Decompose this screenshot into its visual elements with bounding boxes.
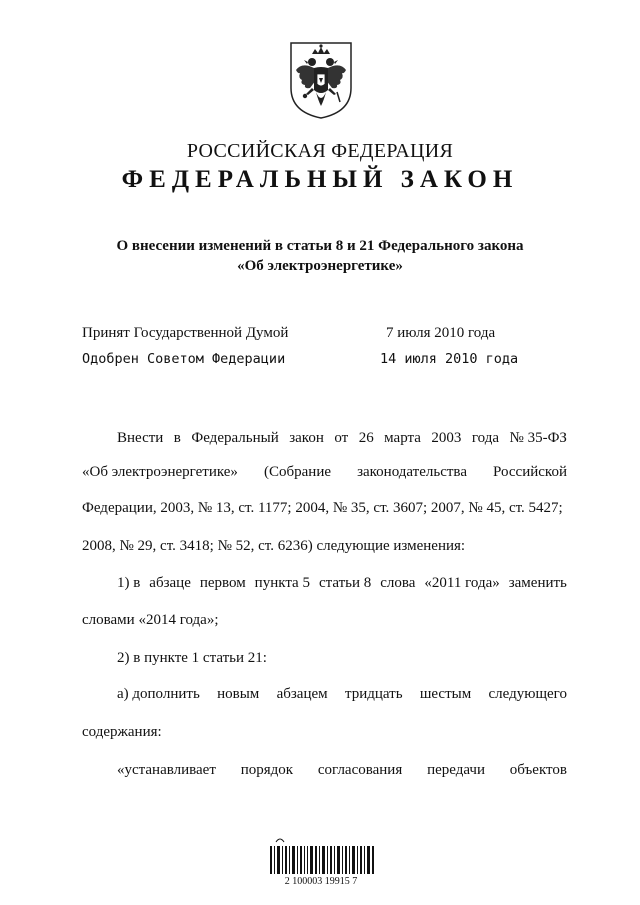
law-title-line-2: «Об электроэнергетике» xyxy=(237,258,403,274)
word: Внести xyxy=(117,430,164,446)
word: а) дополнить xyxy=(117,686,200,702)
word: шестым xyxy=(419,686,472,702)
body-line-1 xyxy=(117,430,567,447)
word: заменить xyxy=(508,575,567,591)
word: Федеральный xyxy=(191,430,279,446)
body-line-9: содержания: xyxy=(82,724,162,740)
duma-adoption-label: Принят Государственной Думой xyxy=(82,325,289,341)
body-line-5 xyxy=(117,575,567,592)
word: 2003 xyxy=(431,430,462,446)
body-line-3: Федерации, 2003, № 13, ст. 1177; 2004, № 35, ст. 3607; 2007, № 45, ст. 5427; xyxy=(82,500,563,516)
word: согласования xyxy=(317,762,403,778)
word: передачи xyxy=(427,762,485,778)
word: абзацем xyxy=(276,686,328,702)
word: абзаце xyxy=(149,575,191,591)
word: «2011 года» xyxy=(424,575,500,591)
word: от xyxy=(334,430,349,446)
word: марта xyxy=(384,430,421,446)
word: 26 xyxy=(358,430,374,446)
word: пункта 5 xyxy=(254,575,310,591)
word: Российской xyxy=(493,464,567,480)
word: № 35-ФЗ xyxy=(509,430,567,446)
body-line-10 xyxy=(117,762,567,779)
country-heading: РОССИЙСКАЯ ФЕДЕРАЦИЯ xyxy=(186,140,454,162)
word: тридцать xyxy=(344,686,403,702)
word: новым xyxy=(217,686,260,702)
body-line-7: 2) в пункте 1 статьи 21: xyxy=(117,650,267,666)
word: законодательства xyxy=(357,464,467,480)
word: порядок xyxy=(240,762,294,778)
coat-of-arms-emblem xyxy=(288,40,354,120)
word: слова xyxy=(380,575,416,591)
word: в xyxy=(173,430,181,446)
council-approval-date: 14 июля 2010 года xyxy=(380,351,519,367)
document-type-title: ФЕДЕРАЛЬНЫЙ ЗАКОН xyxy=(121,166,519,193)
word: 1) в xyxy=(117,575,141,591)
body-line-6: словами «2014 года»; xyxy=(82,612,219,628)
word: первом xyxy=(199,575,246,591)
law-title xyxy=(60,236,580,276)
word: статьи 8 xyxy=(318,575,372,591)
word: следующего xyxy=(488,686,567,702)
body-line-4: 2008, № 29, ст. 3418; № 52, ст. 6236) следующие изменения: xyxy=(82,538,466,554)
law-title-line-1: О внесении изменений в статьи 8 и 21 Федерального закона xyxy=(116,238,524,254)
body-line-8 xyxy=(117,686,567,703)
word: «устанавливает xyxy=(117,762,216,778)
word: объектов xyxy=(509,762,567,778)
word: года xyxy=(471,430,500,446)
barcode-number: 2 100003 19915 7 xyxy=(284,876,358,887)
word: закон xyxy=(289,430,324,446)
council-approval-label: Одобрен Советом Федерации xyxy=(82,351,286,367)
body-line-2 xyxy=(82,464,567,481)
word: (Собрание xyxy=(264,464,332,480)
word: «Об электроэнергетике» xyxy=(82,464,238,480)
duma-adoption-date: 7 июля 2010 года xyxy=(386,325,496,341)
